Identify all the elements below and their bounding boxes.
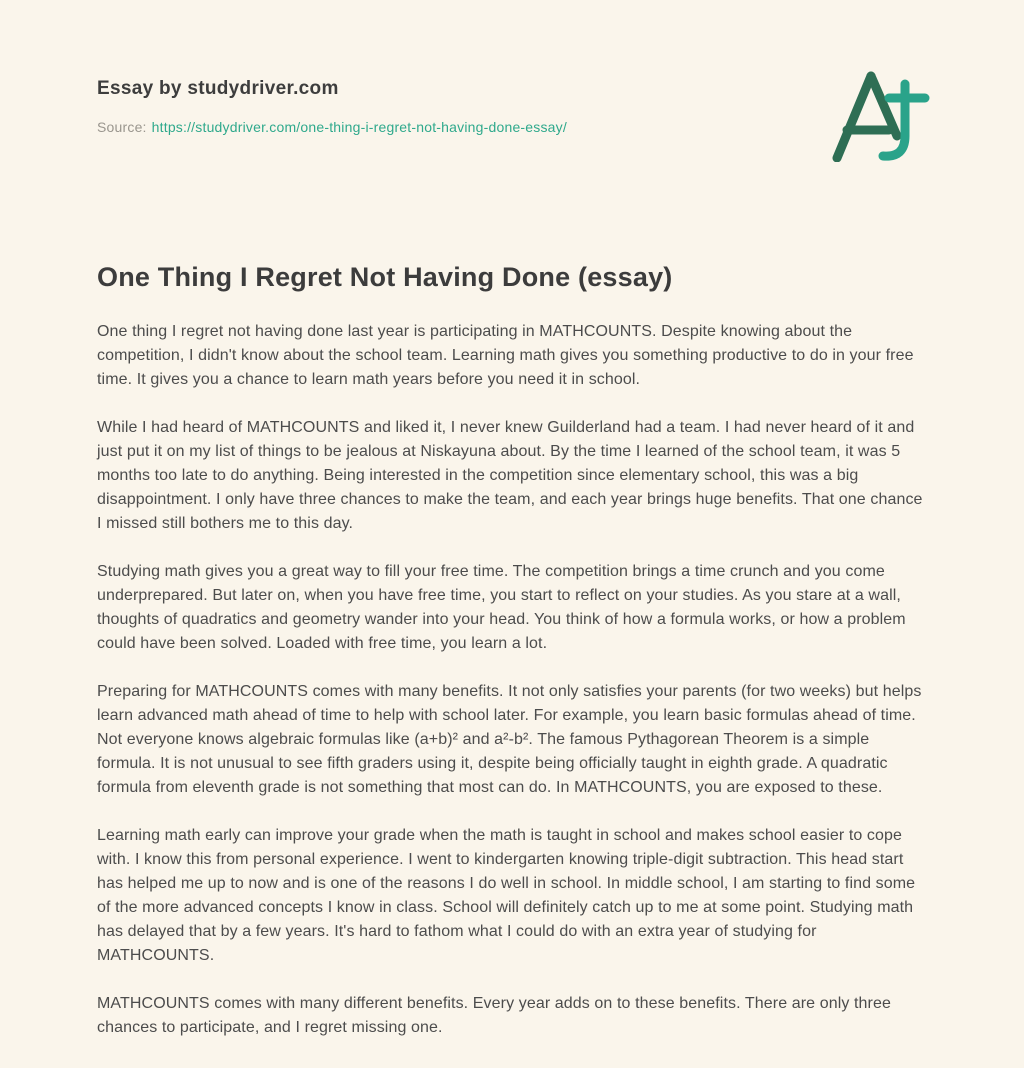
source-line [97,119,567,135]
essay-paragraph-3: Studying math gives you a great way to fill your free time. The competition brings a time crunch and you come underprepared. But later on, when you have free time, you start to reflect on your studies. As you stare at a wall, thoughts of quadratics and geometry wander into your head. You think of how a formula works, or how a problem could have been solved. Loaded with free time, you learn a lot. [97,563,906,652]
essay-paragraph-2: While I had heard of MATHCOUNTS and liked it, I never knew Guilderland had a team. I had never heard of it and just put it on my list of things to be jealous at Niskayuna about. By the time I learned of the school team, it was 5 months too late to do anything. Being interested in the competition since elementary school, this was a big disappointment. I only have three chances to make the team, and each year brings huge benefits. That one chance I missed still bothers me to this day. [97,419,923,532]
source-label: Source: [97,119,147,135]
header-title: Essay by studydriver.com [97,78,339,99]
essay-title: One Thing I Regret Not Having Done (essay) [97,262,673,292]
essay-paragraph-5: Learning math early can improve your grade when the math is taught in school and makes school easier to cope with. I know this from personal experience. I went to kindergarten knowing triple-digit subtraction. This head start has helped me up to now and is one of the reasons I do well in school. In middle school, I am starting to find some of the more advanced concepts I know in class. School will definitely catch up to me at some point. Studying math has delayed that by a few years. It's hard to fathom what I could do with an extra year of studying for MATHCOUNTS. [97,827,916,964]
source-link[interactable]: https://studydriver.com/one-thing-i-regret-not-having-done-essay/ [151,119,567,135]
essay-body [97,320,927,1040]
essay-paragraph-6: MATHCOUNTS comes with many different benefits. Every year adds on to these benefits. There are only three chances to participate, and I regret missing one. [97,995,891,1036]
page-header [97,70,927,162]
studydriver-logo-icon [831,70,931,162]
essay-paragraph-4: Preparing for MATHCOUNTS comes with many benefits. It not only satisfies your parents (for two weeks) but helps learn advanced math ahead of time to help with school later. For example, you learn basic formulas ahead of time. Not everyone knows algebraic formulas like (a+b)² and a²-b². The famous Pythagorean Theorem is a simple formula. It is not unusual to see fifth graders using it, despite being officially taught in eighth grade. A quadratic formula from eleventh grade is not something that most can do. In MATHCOUNTS, you are exposed to these. [97,683,922,796]
essay-paragraph-1: One thing I regret not having done last year is participating in MATHCOUNTS. Despite knowing about the competition, I didn't know about the school team. Learning math gives you something productive to do in your free time. It gives you a chance to learn math years before you need it in school. [97,323,914,388]
header-text-block [97,70,567,135]
